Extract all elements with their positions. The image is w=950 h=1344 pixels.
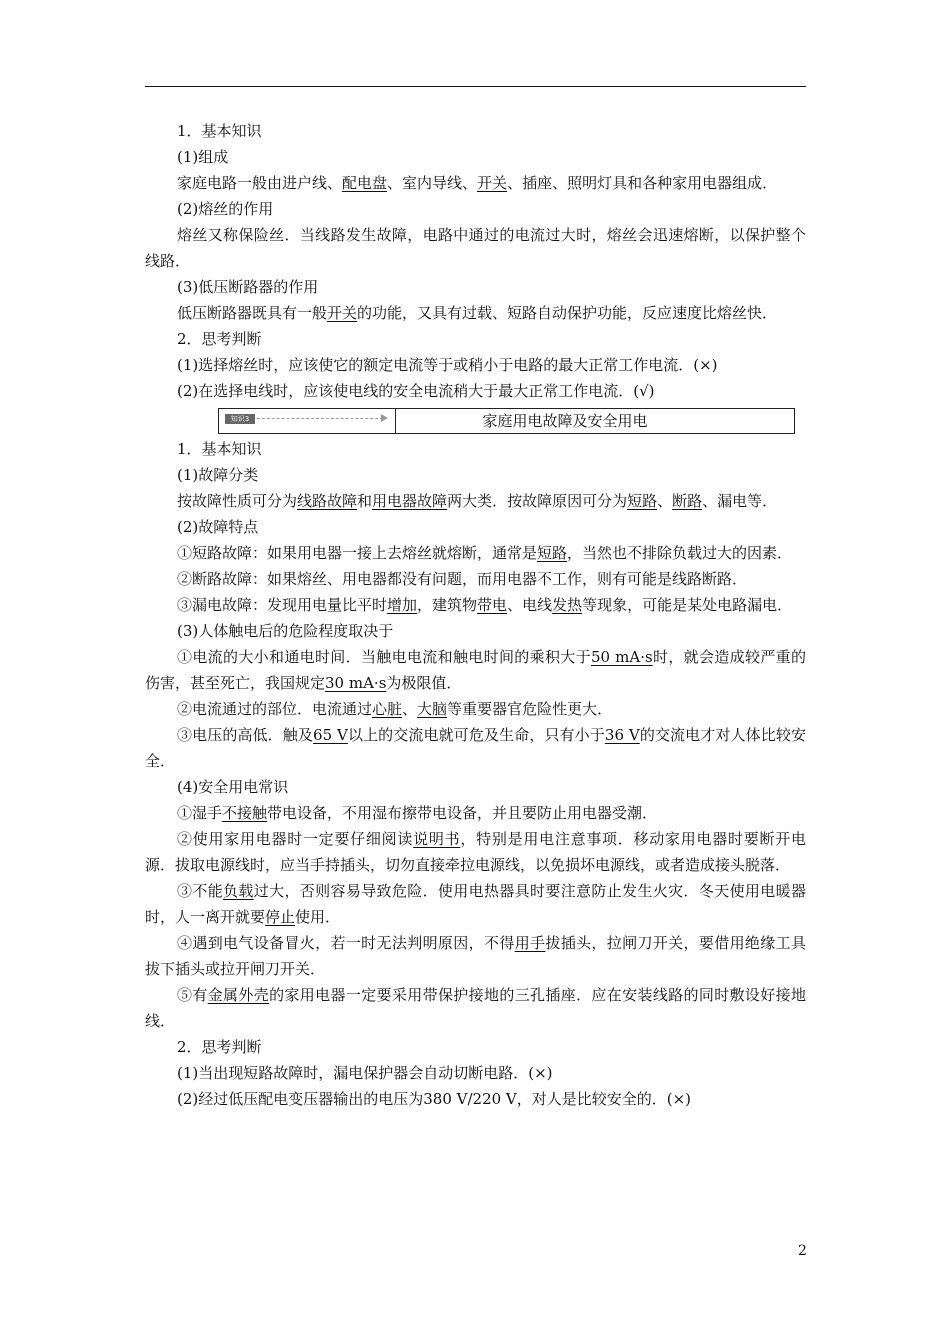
subheading-fault-types: (1)故障分类: [177, 466, 259, 484]
paragraph-open-circuit: ②断路故障：如果熔丝、用电器都没有问题，而用电器不工作，则有可能是线路断路．: [177, 570, 748, 588]
heading-think-judge: 2．思考判断: [177, 1038, 262, 1056]
knowledge-tag-label: 知识3: [225, 414, 255, 424]
page-number: 2: [798, 1243, 807, 1259]
paragraph-breaker: 低压断路器既具有一般开关的功能，又具有过载、短路自动保护功能，反应速度比熔丝快．: [177, 304, 778, 322]
paragraph-safety-3: ③不能负载过大，否则容易导致危险．使用电热器具时要注意防止发生火灾．冬天使用电暖器时，人一离开就要停止使用．: [145, 882, 806, 926]
arrow-icon: [257, 418, 383, 419]
heading-think-judge: 2．思考判断: [177, 330, 262, 348]
paragraph-safety-1: ①湿手不接触带电设备，不用湿布擦带电设备，并且要防止用电器受潮．: [177, 804, 658, 822]
paragraph-current-time: ①电流的大小和通电时间．当触电电流和触电时间的乘积大于50 mA·s时，就会造成较严重的伤害，甚至死亡，我国规定30 mA·s为极限值．: [145, 648, 806, 692]
banner-title: 家庭用电故障及安全用电: [482, 412, 648, 430]
paragraph-leakage: ③漏电故障：发现用电量比平时增加，建筑物带电、电线发热等现象，可能是某处电路漏电．: [177, 596, 793, 614]
header-rule: [145, 86, 806, 87]
judgement-item: (1)当出现短路故障时，漏电保护器会自动切断电路．(×): [177, 1064, 553, 1082]
judgement-item: (1)选择熔丝时，应该使它的额定电流等于或稍小于电路的最大正常工作电流．(×): [177, 356, 718, 374]
heading-basic-knowledge: 1．基本知识: [177, 122, 262, 140]
paragraph-fuse: 熔丝又称保险丝．当线路发生故障，电路中通过的电流过大时，熔丝会迅速熔断，以保护整个线路．: [145, 226, 806, 270]
judgement-item: (2)在选择电线时，应该使电线的安全电流稍大于最大正常工作电流．(√): [177, 382, 655, 400]
paragraph-voltage: ③电压的高低．触及65 V以上的交流电就可危及生命，只有小于36 V的交流电才对人体比较安全．: [145, 726, 806, 770]
arrowhead-icon: [381, 414, 388, 422]
subheading-danger: (3)人体触电后的危险程度取决于: [177, 622, 394, 640]
subheading-fuse: (2)熔丝的作用: [177, 200, 274, 218]
judgement-item: (2)经过低压配电变压器输出的电压为380 V/220 V，对人是比较安全的．(×): [177, 1090, 692, 1108]
subheading-composition: (1)组成: [177, 148, 229, 166]
paragraph-safety-2: ②使用家用电器时一定要仔细阅读说明书，特别是用电注意事项．移动家用电器时要断开电源．拔取电源线时，应当手持插头，切勿直接牵拉电源线，以免损坏电源线，或者造成接头脱落．: [145, 830, 806, 874]
subheading-breaker: (3)低压断路器的作用: [177, 278, 319, 296]
paragraph-safety-4: ④遇到电气设备冒火，若一时无法判明原因，不得用手拔插头，拉闸刀开关，要借用绝缘工具拔下插头或拉开闸刀开关．: [145, 934, 806, 978]
heading-basic-knowledge: 1．基本知识: [177, 440, 262, 458]
paragraph-short-circuit: ①短路故障：如果用电器一接上去熔丝就熔断，通常是短路，当然也不排除负载过大的因素．: [177, 544, 793, 562]
subheading-fault-features: (2)故障特点: [177, 518, 259, 536]
document-body: [145, 118, 806, 1112]
paragraph-composition: 家庭电路一般由进户线、配电盘、室内导线、开关、插座、照明灯具和各种家用电器组成．: [177, 174, 778, 192]
paragraph-current-path: ②电流通过的部位．电流通过心脏、大脑等重要器官危险性更大．: [177, 700, 613, 718]
section-banner: [218, 408, 795, 434]
banner-tag: [219, 409, 396, 433]
paragraph-safety-5: ⑤有金属外壳的家用电器一定要采用带保护接地的三孔插座．应在安装线路的同时敷设好接地线．: [145, 986, 806, 1030]
subheading-safety: (4)安全用电常识: [177, 778, 289, 796]
paragraph-fault-types: 按故障性质可分为线路故障和用电器故障两大类．按故障原因可分为短路、断路、漏电等．: [177, 492, 778, 510]
